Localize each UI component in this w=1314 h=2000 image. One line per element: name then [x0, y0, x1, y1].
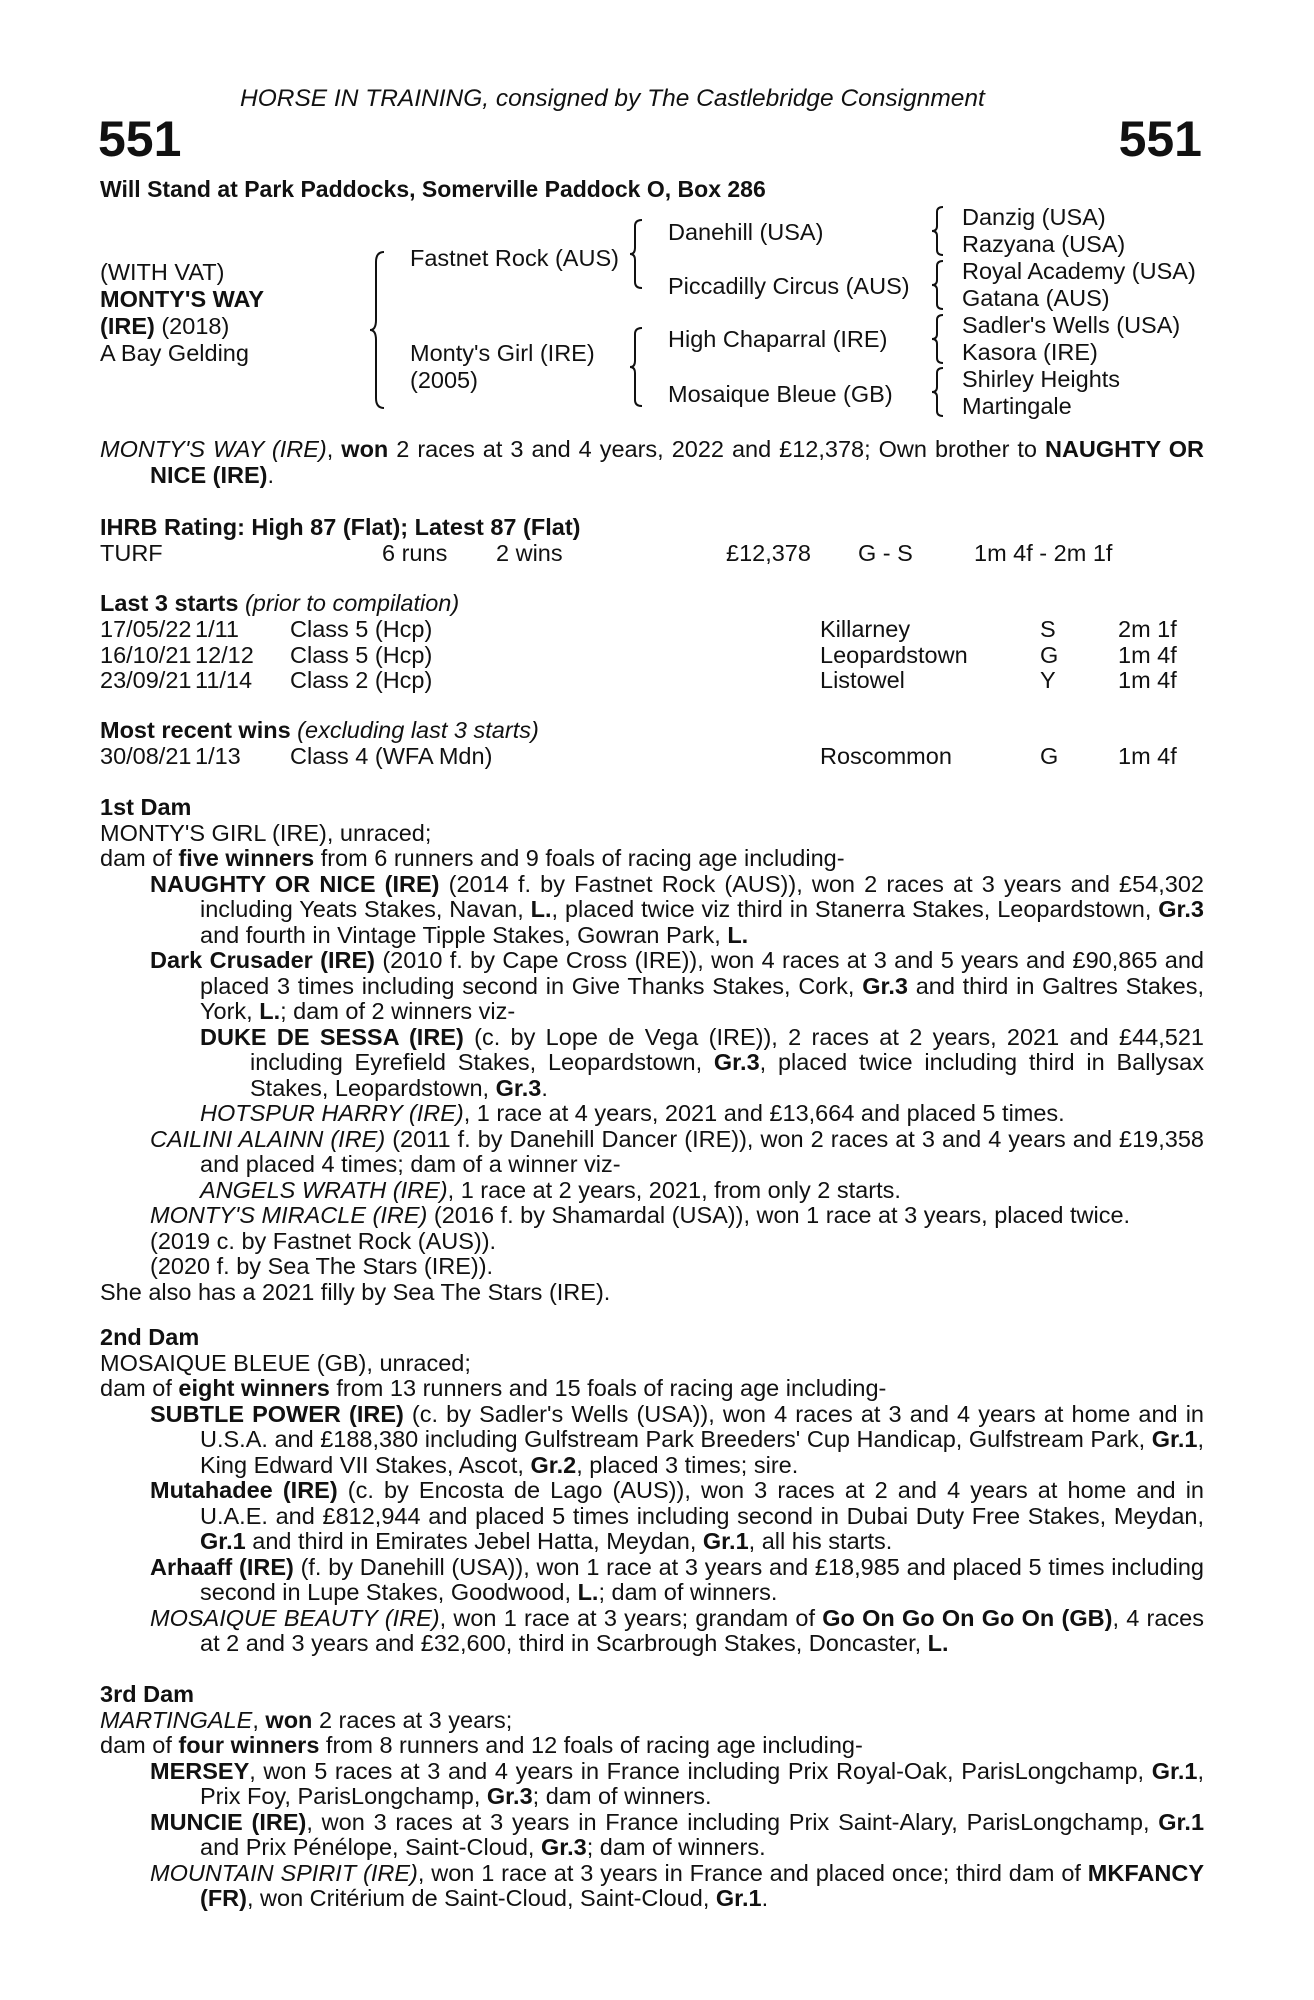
recent-wins-title: Most recent wins (excluding last 3 starts)	[100, 717, 539, 743]
cell-course: Listowel	[820, 667, 905, 693]
dam1-angels-wrath: ANGELS WRATH (IRE), 1 race at 2 years, 2021, from only 2 starts.	[200, 1176, 901, 1203]
cell-course: Roscommon	[820, 743, 952, 769]
cell-pos: 12/12	[195, 641, 254, 668]
dam3-muncie: MUNCIE (IRE), won 3 races at 3 years in France including Prix Saint-Alary, ParisLongchamp, Gr.1 and Prix Pénélope, Saint-Cloud, Gr.3; dam of winners.	[150, 1808, 1205, 1860]
lot-number-left: 551	[98, 111, 182, 167]
pedigree-brace-dd	[930, 366, 948, 418]
cell-course: Leopardstown	[820, 641, 968, 668]
cell-date: 23/09/21	[100, 667, 192, 693]
cell-cls: Class 2 (Hcp)	[290, 667, 433, 693]
cell-cls: Class 5 (Hcp)	[290, 616, 433, 642]
dam1-duke-de-sessa: DUKE DE SESSA (IRE) (c. by Lope de Vega (IRE)), 2 races at 2 years, 2021 and £44,521 including Eyrefield Stakes, Leopardstown, Gr.3, placed twice including third in Ballysax Stakes, Leopardstown, Gr.3.	[200, 1023, 1204, 1101]
cell-pos: 11/14	[195, 667, 253, 693]
table-row	[100, 617, 1210, 643]
consignment-line: HORSE IN TRAINING, consigned by The Castlebridge Consignment	[240, 85, 985, 112]
rating-title: IHRB Rating: High 87 (Flat); Latest 87 (Flat)	[100, 514, 581, 540]
dam2-mosaique-beauty: MOSAIQUE BEAUTY (IRE), won 1 race at 3 years; grandam of Go On Go On Go On (GB), 4 races at 2 and 3 years and £32,600, third in Scarbrough Stakes, Doncaster, L.	[150, 1604, 1204, 1656]
pedigree-brace-main	[368, 250, 392, 410]
cell-going: G	[1040, 743, 1059, 769]
last-starts-title: Last 3 starts (prior to compilation)	[100, 590, 460, 616]
pedigree-brace-ds	[930, 313, 948, 365]
pedigree-brace-sd	[930, 259, 948, 311]
cell-dist: 1m 4f	[1118, 743, 1177, 769]
pedigree-ssd: Razyana (USA)	[962, 231, 1126, 257]
first-dam-section: 1st Dam MONTY'S GIRL (IRE), unraced; dam of five winners from 6 runners and 9 foals of racing age including- NAUGHTY OR NICE (IRE) (2014 f. by Fastnet Rock (AUS)), won 2 races at 3 years and £54,302 including Yeats Stakes, Navan, L., placed twice viz third in Stanerra Stakes, Leopardstown, Gr.3 and fourth in Vintage Tipple Stakes, Gowran Park, L. Dark Crusader (IRE) (2010 f. by Cape Cross (IRE)), won 4 races at 3 and 5 years and £90,865 and placed 3 times including second in Give Thanks Stakes, Cork, Gr.3 and third in Galtres Stakes, York, L.; dam of 2 winners viz- DUKE DE SESSA (IRE) (c. by Lope de Vega (IRE)), 2 races at 2 years, 2021 and £44,521 including Eyrefield Stakes, Leopardstown, Gr.3, placed twice including third in Ballysax Stakes, Leopardstown, Gr.3. HOTSPUR HARRY (IRE), 1 race at 4 years, 2021 and £13,664 and placed 5 times. CAILINI ALAINN (IRE) (2011 f. by Danehill Dancer (IRE)), won 2 races at 3 and 4 years and £19,358 and placed 4 times; dam of a winner viz- ANGELS WRATH (IRE), 1 race at 2 years, 2021, from only 2 starts. MONTY'S MIRACLE (IRE) (2016 f. by Shamardal (USA)), won 1 race at 3 years, placed twice. (2019 c. by Fastnet Rock (AUS)). (2020 f. by Sea The Stars (IRE)). She also has a 2021 filly by Sea The Stars (IRE).	[100, 794, 1205, 1305]
pedigree-brace-sire	[628, 218, 648, 290]
cell-date: 16/10/21	[100, 641, 192, 668]
cell-course: Killarney	[820, 616, 911, 642]
second-dam-title: 2nd Dam	[100, 1324, 200, 1350]
second-dam-section: 2nd Dam MOSAIQUE BLEUE (GB), unraced; dam of eight winners from 13 runners and 15 foals of racing age including- SUBTLE POWER (IRE) (c. by Sadler's Wells (USA)), won 4 races at 3 and 4 years at home and in U.S.A. and £188,380 including Gulfstream Park Breeders' Cup Handicap, Gulfstream Park, Gr.1, King Edward VII Stakes, Ascot, Gr.2, placed 3 times; sire. Mutahadee (IRE) (c. by Encosta de Lago (AUS)), won 3 races at 2 and 4 years at home and in U.A.E. and £812,944 and placed 5 times including second in Dubai Duty Free Stakes, Meydan, Gr.1 and third in Emirates Jebel Hatta, Meydan, Gr.1, all his starts. Arhaaff (IRE) (f. by Danehill (USA)), won 1 race at 3 years and £18,985 and placed 5 times including second in Lupe Stakes, Goodwood, L.; dam of winners. MOSAIQUE BEAUTY (IRE), won 1 race at 3 years; grandam of Go On Go On Go On (GB), 4 races at 2 and 3 years and £32,600, third in Scarbrough Stakes, Doncaster, L.	[100, 1324, 1204, 1656]
pedigree-dds: Shirley Heights	[962, 366, 1121, 392]
dam3-mountain-spirit: MOUNTAIN SPIRIT (IRE), won 1 race at 3 years in France and placed once; third dam of MKFANCY (FR), won Critérium de Saint-Cloud, Saint-Cloud, Gr.1.	[150, 1859, 1204, 1911]
pedigree-brace-dam	[628, 326, 648, 408]
vat-note: (WITH VAT)	[100, 259, 225, 285]
dam2-arhaaff: Arhaaff (IRE) (f. by Danehill (USA)), won 1 race at 3 years and £18,985 and placed 5 times including second in Lupe Stakes, Goodwood, L.; dam of winners.	[150, 1553, 1204, 1605]
cell-dist: 1m 4f	[1118, 641, 1177, 668]
cell-going: S	[1040, 616, 1056, 642]
cell-going: Y	[1040, 667, 1056, 693]
pedigree-dam-year: (2005)	[410, 367, 478, 393]
dam2-subtle-power: SUBTLE POWER (IRE) (c. by Sadler's Wells (USA)), won 4 races at 3 and 4 years at home and in U.S.A. and £188,380 including Gulfstream Park Breeders' Cup Handicap, Gulfstream Park, Gr.1, King Edward VII Stakes, Ascot, Gr.2, placed 3 times; sire.	[150, 1400, 1204, 1478]
cell-date: 17/05/22	[100, 616, 192, 642]
cell-dist: 1m 4f	[1118, 667, 1177, 693]
rating-row: TURF 6 runs 2 wins £12,378 G - S 1m 4f - 2m 1f	[100, 540, 1113, 566]
pedigree-sire: Fastnet Rock (AUS)	[410, 245, 619, 271]
pedigree-sss: Danzig (USA)	[962, 204, 1106, 230]
dam2-mutahadee: Mutahadee (IRE) (c. by Encosta de Lago (AUS)), won 3 races at 2 and 4 years at home and in U.A.E. and £812,944 and placed 5 times including second in Dubai Duty Free Stakes, Meydan, Gr.1 and third in Emirates Jebel Hatta, Meydan, Gr.1, all his starts.	[150, 1477, 1204, 1554]
table-row	[100, 668, 1210, 694]
horse-name: MONTY'S WAY	[100, 286, 265, 312]
pedigree-sire-sire: Danehill (USA)	[668, 219, 824, 245]
pedigree-dam-sire: High Chaparral (IRE)	[668, 326, 888, 352]
horse-origin-year: (IRE) (2018)	[100, 313, 230, 339]
cell-cls: Class 4 (WFA Mdn)	[290, 743, 493, 769]
third-dam-section: 3rd Dam MARTINGALE, won 2 races at 3 years; dam of four winners from 8 runners and 12 foals of racing age including- MERSEY, won 5 races at 3 and 4 years in France including Prix Royal-Oak, ParisLongchamp, Gr.1, Prix Foy, ParisLongchamp, Gr.3; dam of winners. MUNCIE (IRE), won 3 races at 3 years in France including Prix Saint-Alary, ParisLongchamp, Gr.1 and Prix Pénélope, Saint-Cloud, Gr.3; dam of winners. MOUNTAIN SPIRIT (IRE), won 1 race at 3 years in France and placed once; third dam of MKFANCY (FR), won Critérium de Saint-Cloud, Saint-Cloud, Gr.1.	[100, 1681, 1205, 1911]
pedigree-dam: Monty's Girl (IRE)	[410, 340, 595, 366]
pedigree-brace-ss	[930, 205, 948, 257]
horse-description: A Bay Gelding	[100, 340, 249, 366]
pedigree-sds: Royal Academy (USA)	[962, 258, 1196, 284]
dam1-montys-miracle: MONTY'S MIRACLE (IRE) (2016 f. by Shamardal (USA)), won 1 race at 3 years, placed twice.	[150, 1202, 1131, 1228]
dam3-mersey: MERSEY, won 5 races at 3 and 4 years in France including Prix Royal-Oak, ParisLongchamp, Gr.1, Prix Foy, ParisLongchamp, Gr.3; dam of winners.	[150, 1757, 1204, 1809]
pedigree-dss: Sadler's Wells (USA)	[962, 312, 1181, 338]
table-row	[100, 744, 1210, 770]
cell-cls: Class 5 (Hcp)	[290, 641, 433, 668]
cell-dist: 2m 1f	[1118, 616, 1177, 642]
stand-location: Will Stand at Park Paddocks, Somerville Paddock O, Box 286	[100, 176, 766, 202]
dam1-dark-crusader: Dark Crusader (IRE) (2010 f. by Cape Cross (IRE)), won 4 races at 3 and 5 years and £90,865 and placed 3 times including second in Give Thanks Stakes, Cork, Gr.3 and third in Galtres Stakes, York, L.; dam of 2 winners viz-	[150, 947, 1205, 1024]
dam1-cailini-alainn: CAILINI ALAINN (IRE) (2011 f. by Danehill Dancer (IRE)), won 2 races at 3 and 4 years and £19,358 and placed 4 times; dam of a winner viz-	[150, 1125, 1204, 1177]
third-dam-title: 3rd Dam	[100, 1681, 195, 1707]
pedigree-dam-dam: Mosaique Bleue (GB)	[668, 381, 893, 407]
summary-paragraph: MONTY'S WAY (IRE), won 2 races at 3 and 4 years, 2022 and £12,378; Own brother to NAUGHTY OR NICE (IRE).	[100, 436, 1204, 488]
first-dam-title: 1st Dam	[100, 794, 192, 820]
dam1-naughty-or-nice: NAUGHTY OR NICE (IRE) (2014 f. by Fastnet Rock (AUS)), won 2 races at 3 years and £54,302 including Yeats Stakes, Navan, L., placed twice viz third in Stanerra Stakes, Leopardstown, Gr.3 and fourth in Vintage Tipple Stakes, Gowran Park, L.	[150, 870, 1205, 948]
cell-pos: 1/13	[195, 743, 241, 769]
table-row	[100, 643, 1210, 669]
cell-going: G	[1040, 641, 1059, 668]
pedigree-ddd: Martingale	[962, 393, 1072, 419]
pedigree-dsd: Kasora (IRE)	[962, 339, 1098, 365]
pedigree-sdd: Gatana (AUS)	[962, 285, 1110, 311]
lot-number-right: 551	[1118, 111, 1202, 167]
pedigree-sire-dam: Piccadilly Circus (AUS)	[668, 273, 910, 299]
cell-pos: 1/11	[195, 616, 239, 642]
dam1-hotspur-harry: HOTSPUR HARRY (IRE), 1 race at 4 years, 2021 and £13,664 and placed 5 times.	[200, 1100, 1065, 1126]
cell-date: 30/08/21	[100, 743, 192, 769]
